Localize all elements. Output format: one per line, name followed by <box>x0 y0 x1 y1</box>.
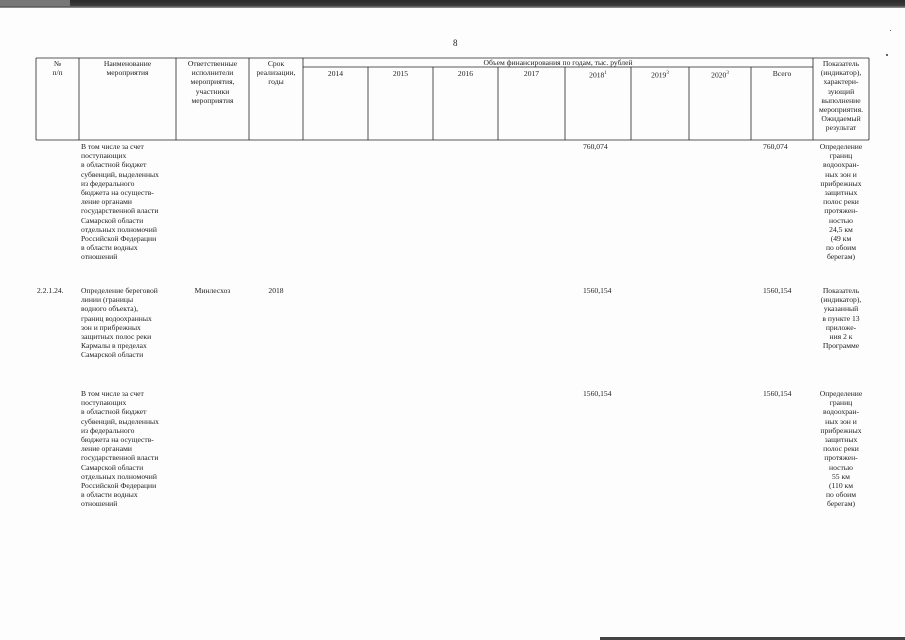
header-number: № п/п <box>52 59 63 78</box>
row-executor: Минлесхоз <box>194 286 231 295</box>
row-indicator: Показатель (индикатор), указанный в пункте 13 приложе- ния 2 к Программе <box>820 286 862 351</box>
header-year-2019: 2019$^3$ <box>651 70 669 80</box>
row-total: 1560,154 <box>763 389 792 398</box>
header-period: Срок реализации, годы <box>256 59 296 87</box>
row-total: 1560,154 <box>763 286 792 295</box>
header-year-2020: 2020$^3$ <box>711 70 729 80</box>
header-year-2017: 2017 <box>523 69 540 78</box>
row-indicator: Определение границ водоохран- ных зон и прибрежных защитных полос реки протяжен- ностью 24,5 км (49 км по обоим берегам) <box>819 142 863 262</box>
header-indicator: Показатель (индикатор), характери- зующий выполнение мероприятия. Ожидаемый результат <box>819 59 863 133</box>
row-period: 2018 <box>268 286 284 295</box>
header-finance: Объем финансирования по годам, тыс. рублей <box>483 58 633 67</box>
row-value-2018: 760,074 <box>583 142 608 151</box>
header-year-2015: 2015 <box>392 69 409 78</box>
row-value-2018: 1560,154 <box>583 389 612 398</box>
header-year-2018: 2018$^1$ <box>589 70 607 80</box>
header-executors: Ответственные исполнители мероприятия, участники мероприятия <box>187 59 238 105</box>
header-name: Наименование мероприятия <box>103 59 152 78</box>
header-year-2016: 2016 <box>457 69 474 78</box>
row-value-2018: 1560,154 <box>583 286 612 295</box>
row-name: В том числе за счет поступающих в областной бюджет субвенций, выделенных из федерального бюджета на осуществ- ление органами государственной власти Самарской области отдельных полномочий Российской Федерации в области водных отношений <box>81 142 159 262</box>
row-total: 760,074 <box>763 142 788 151</box>
row-number: 2.2.1.24. <box>37 286 64 295</box>
row-name: Определение береговой линии (границы водного объекта), границ водоохранных зон и прибрежных защитных полос реки Кармалы в пределах Самарской области <box>81 286 158 360</box>
row-indicator: Определение границ водоохран- ных зон и прибрежных защитных полос реки протяжен- ностью 55 км (110 км по обоим берегам) <box>819 389 863 509</box>
page-number: 8 <box>453 38 458 48</box>
row-name: В том числе за счет поступающих в областной бюджет субвенций, выделенных из федерального бюджета на осуществ- ление органами государственной власти Самарской области отдельных полномочий Российской Федерации в области водных отношений <box>81 389 159 509</box>
header-total: Всего <box>772 69 792 78</box>
header-year-2014: 2014 <box>327 69 344 78</box>
